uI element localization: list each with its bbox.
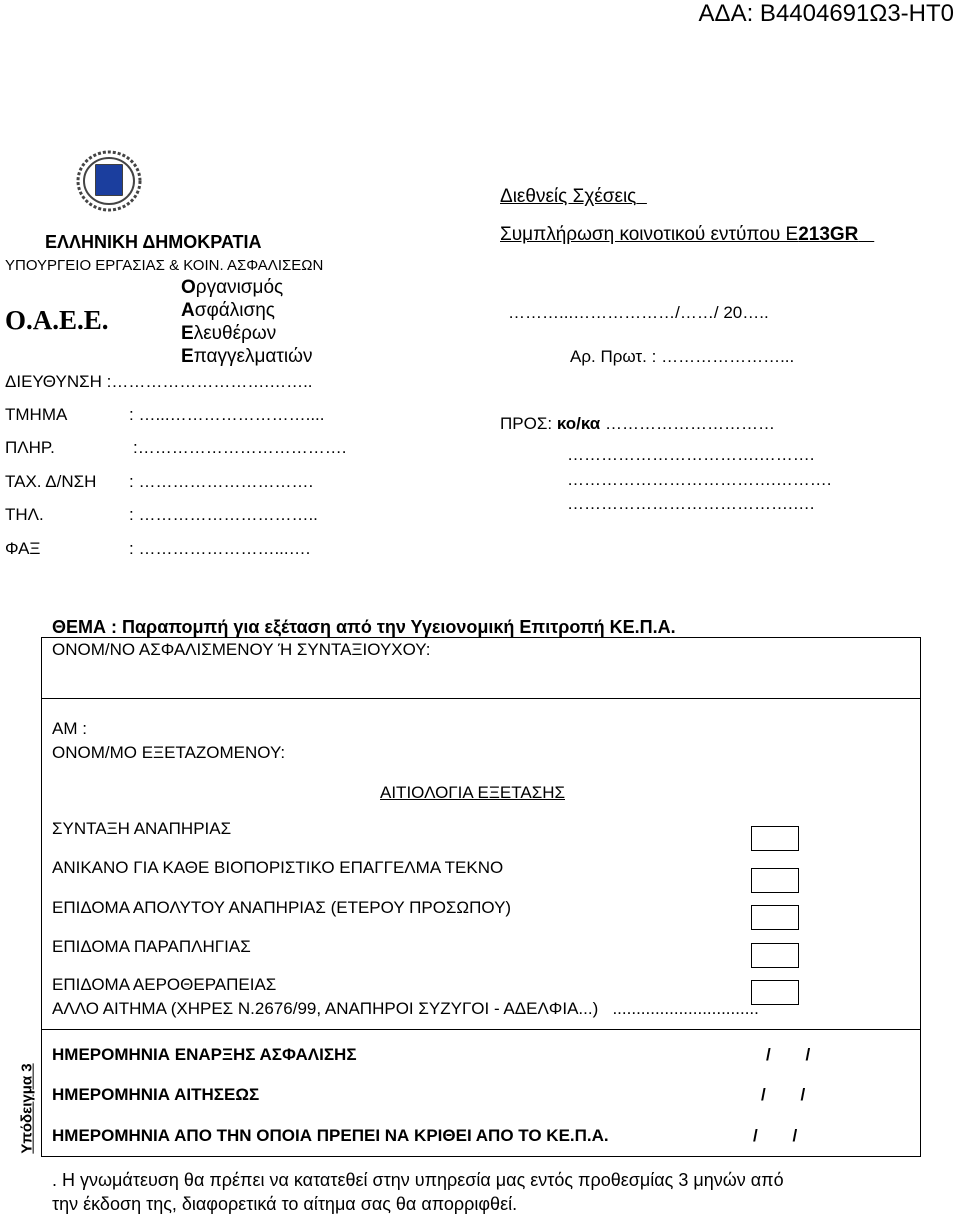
- subject-line: ΘΕΜΑ : Παραπομπή για εξέταση από την Υγειονομική Επιτροπή ΚΕ.Π.Α.: [52, 617, 676, 637]
- examinee-name-label: ΟΝΟΜ/ΜΟ ΕΞΕΤΑΖΟΜΕΝΟΥ:: [52, 743, 286, 762]
- reason-disability-pension: ΣΥΝΤΑΞΗ ΑΝΑΠΗΡΙΑΣ: [52, 819, 232, 838]
- recipient-address-3: ………………………………….….: [567, 494, 815, 513]
- recipient-address-1: …………………………….……….: [567, 445, 815, 464]
- insurance-start-date-label: ΗΜΕΡΟΜΗΝΙΑ ΕΝΑΡΞΗΣ ΑΣΦΑΛΙΣΗΣ: [52, 1045, 357, 1064]
- ministry-title: ΥΠΟΥΡΓΕΙΟ ΕΡΓΑΣΙΑΣ & ΚΟΙΝ. ΑΣΦΑΛΙΣΕΩΝ: [5, 257, 324, 274]
- date-line: ………...………………/……/ 20…..: [508, 303, 769, 322]
- insured-name-label: ΟΝΟΜ/ΝΟ ΑΣΦΑΛΙΣΜΕΝΟΥ Ή ΣΥΝΤΑΞΙΟΥΧΟΥ:: [52, 640, 431, 659]
- reason-title: ΑΙΤΙΟΛΟΓΙΑ ΕΞΕΤΑΣΗΣ: [380, 783, 565, 802]
- checkbox-aerotherapy[interactable]: [751, 980, 799, 1005]
- reason-incapable-child: ΑΝΙΚΑΝΟ ΓΙΑ ΚΑΘΕ ΒΙΟΠΟΡΙΣΤΙΚΟ ΕΠΑΓΓΕΛΜΑ ΤΕΚΝΟ: [52, 858, 504, 877]
- recipient-address-2: ……………………………….……….: [567, 470, 832, 489]
- judgment-date-label: ΗΜΕΡΟΜΗΝΙΑ ΑΠΟ ΤΗΝ ΟΠΟΙΑ ΠΡΕΠΕΙ ΝΑ ΚΡΙΘΕΙ ΑΠΟ ΤΟ ΚΕ.Π.Α.: [52, 1126, 609, 1145]
- contact-department: ΤΜΗΜΑ : …...……………………....: [5, 405, 325, 424]
- contact-info: ΠΛΗΡ. :……………………………….: [5, 438, 347, 457]
- footer-note-line2: την έκδοση της, διαφορετικά το αίτημα σας θα απορριφθεί.: [52, 1194, 518, 1214]
- state-title: ΕΛΛΗΝΙΚΗ ΔΗΜΟΚΡΑΤΙΑ: [45, 232, 262, 252]
- recipient-line: ΠΡΟΣ: κο/κα …………………………: [500, 414, 775, 433]
- checkbox-incapable-child[interactable]: [751, 868, 799, 893]
- reason-absolute-disability: ΕΠΙΔΟΜΑ ΑΠΟΛΥΤΟΥ ΑΝΑΠΗΡΙΑΣ (ΕΤΕΡΟΥ ΠΡΟΣΩΠΟΥ): [52, 898, 512, 917]
- department-title: Διεθνείς Σχέσεις: [500, 186, 637, 207]
- checkbox-disability-pension[interactable]: [751, 826, 799, 851]
- judgment-date-value: / /: [753, 1126, 798, 1145]
- checkbox-paraplegia[interactable]: [751, 943, 799, 968]
- insurance-start-date-value: / /: [766, 1045, 811, 1064]
- reason-paraplegia: ΕΠΙΔΟΜΑ ΠΑΡΑΠΛΗΓΙΑΣ: [52, 937, 251, 956]
- org-abbreviation: Ο.Α.Ε.Ε.: [5, 305, 109, 335]
- application-date-value: / /: [761, 1085, 806, 1104]
- footer-note-line1: . Η γνωμάτευση θα πρέπει να κατατεθεί στην υπηρεσία μας εντός προθεσμίας 3 μηνών από: [52, 1170, 784, 1190]
- contact-fax: ΦΑΞ : ……………………...….: [5, 539, 311, 558]
- reason-other: ΑΛΛΟ ΑΙΤΗΜΑ (ΧΗΡΕΣ Ν.2676/99, ΑΝΑΠΗΡΟΙ ΣΥΖΥΓΟΙ - ΑΔΕΛΦΙΑ...) ...............................: [52, 999, 759, 1018]
- am-label: ΑΜ :: [52, 719, 87, 738]
- greek-emblem-icon: [76, 150, 142, 212]
- ada-code: ΑΔΑ: Β4404691Ω3-ΗΤ0: [698, 0, 954, 27]
- protocol-line: Αρ. Πρωτ. : …………………...: [570, 347, 795, 366]
- contact-postal: ΤΑΧ. Δ/ΝΣΗ : ………………………….: [5, 472, 314, 491]
- template-label: Υπόδειγμα 3: [18, 1063, 36, 1154]
- reason-aerotherapy: ΕΠΙΔΟΜΑ ΑΕΡΟΘΕΡΑΠΕΙΑΣ: [52, 975, 277, 994]
- form-title: Συμπλήρωση κοινοτικού εντύπου Ε213GR: [500, 224, 859, 245]
- contact-address: ΔΙΕΥΘΥΝΣΗ :……………………….……..: [5, 372, 313, 391]
- checkbox-absolute-disability[interactable]: [751, 905, 799, 930]
- contact-phone: ΤΗΛ. : …………………………..: [5, 505, 318, 524]
- org-full-name: Οργανισμός Ασφάλισης Ελευθέρων Επαγγελματιών: [181, 277, 313, 367]
- application-date-label: ΗΜΕΡΟΜΗΝΙΑ ΑΙΤΗΣΕΩΣ: [52, 1085, 260, 1104]
